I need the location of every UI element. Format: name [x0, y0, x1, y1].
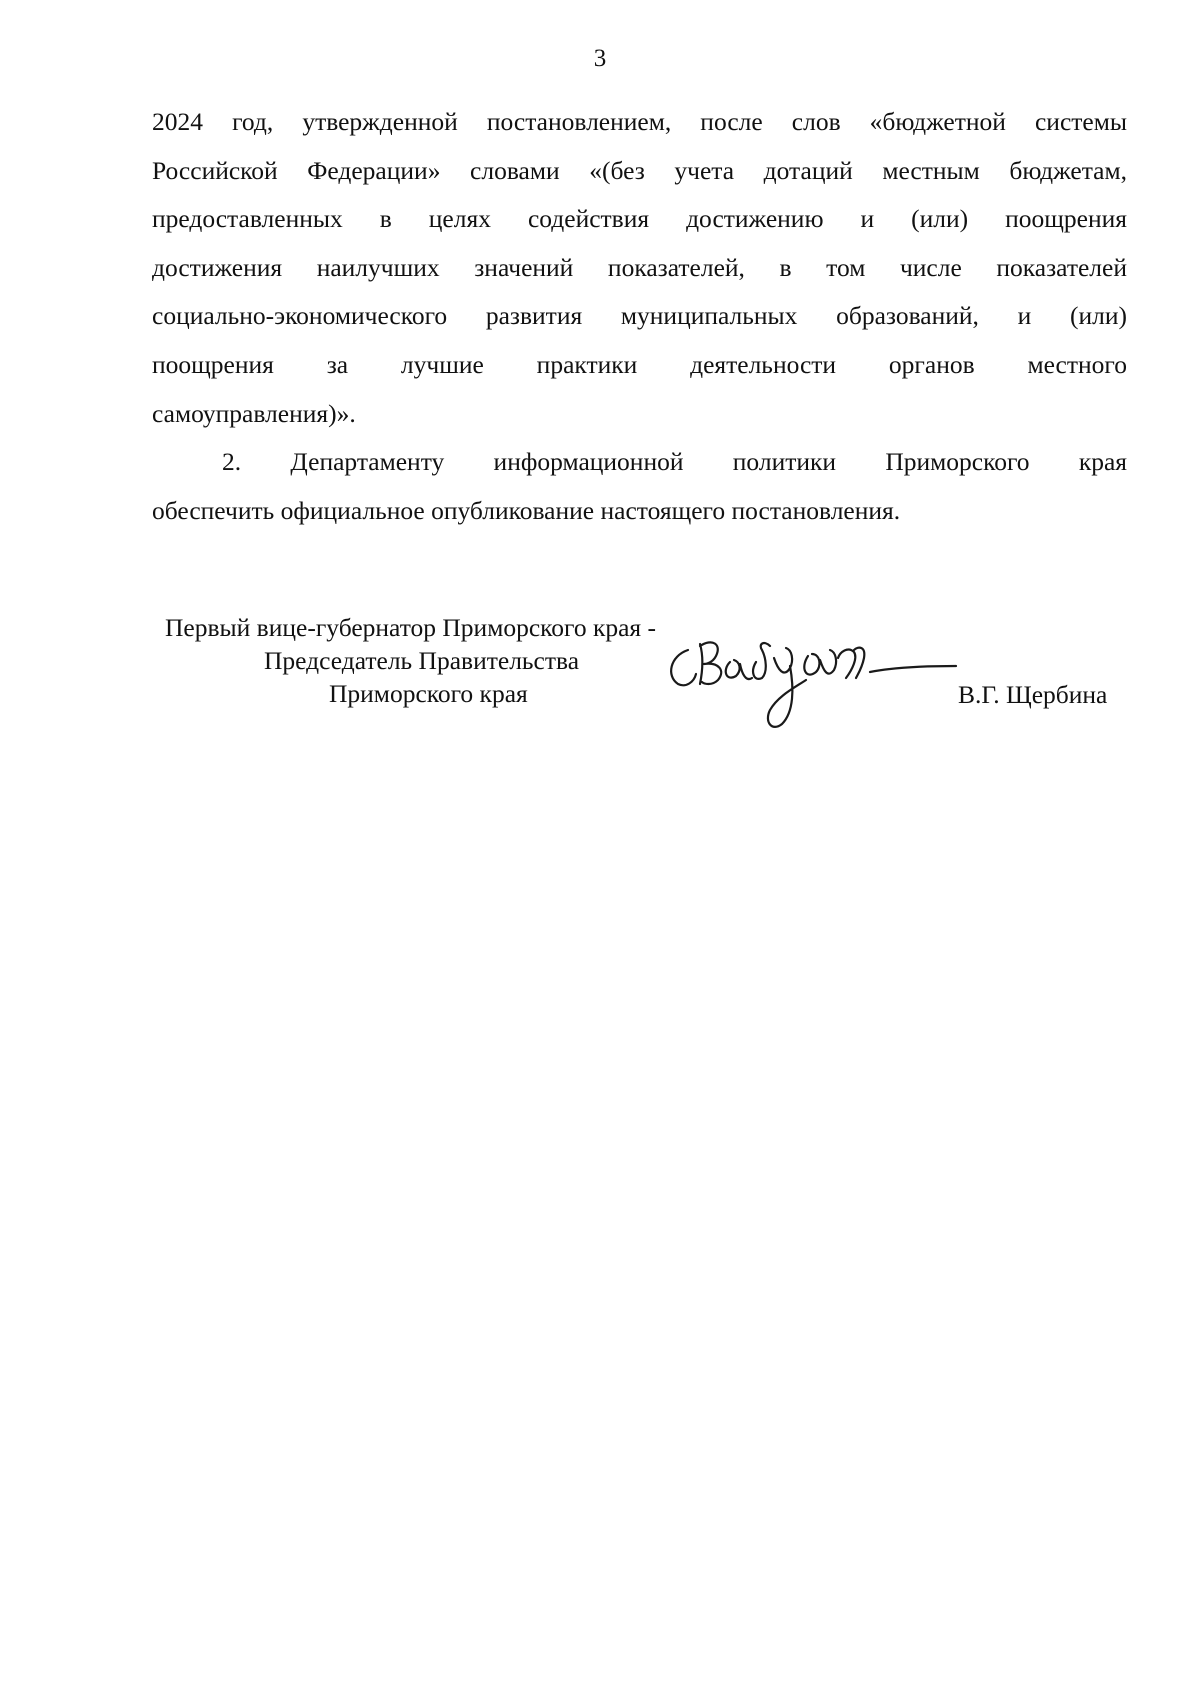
- text-line: обеспечить официальное опубликование настоящего постановления.: [152, 495, 901, 525]
- text-line: социально-экономического развития муниципальных образований, и (или): [152, 301, 1127, 331]
- text-line: самоуправления)».: [152, 398, 356, 428]
- page-number: 3: [593, 45, 607, 72]
- signer-title-line-2: Председатель Правительства: [264, 646, 580, 675]
- text-line: Российской Федерации» словами «(без учета дотаций местным бюджетам,: [152, 155, 1127, 185]
- text-line: достижения наилучших значений показателей, в том числе показателей: [152, 252, 1127, 282]
- document-body: [152, 98, 1127, 535]
- paragraph-item-2: [152, 438, 1127, 535]
- text-line: 2024 год, утвержденной постановлением, после слов «бюджетной системы: [152, 107, 1127, 136]
- signer-title-line-1: Первый вице-губернатор Приморского края -: [165, 613, 656, 642]
- paragraph-continuation: [152, 98, 1127, 438]
- text-line: предоставленных в целях содействия достижению и (или) поощрения: [152, 204, 1127, 234]
- signer-title-line-3: Приморского края: [329, 679, 528, 708]
- signer-name: В.Г. Щербина: [958, 680, 1108, 709]
- handwritten-signature: [660, 628, 960, 748]
- text-line: 2. Департаменту информационной политики Приморского края: [222, 447, 1127, 477]
- text-line: поощрения за лучшие практики деятельности органов местного: [152, 349, 1127, 379]
